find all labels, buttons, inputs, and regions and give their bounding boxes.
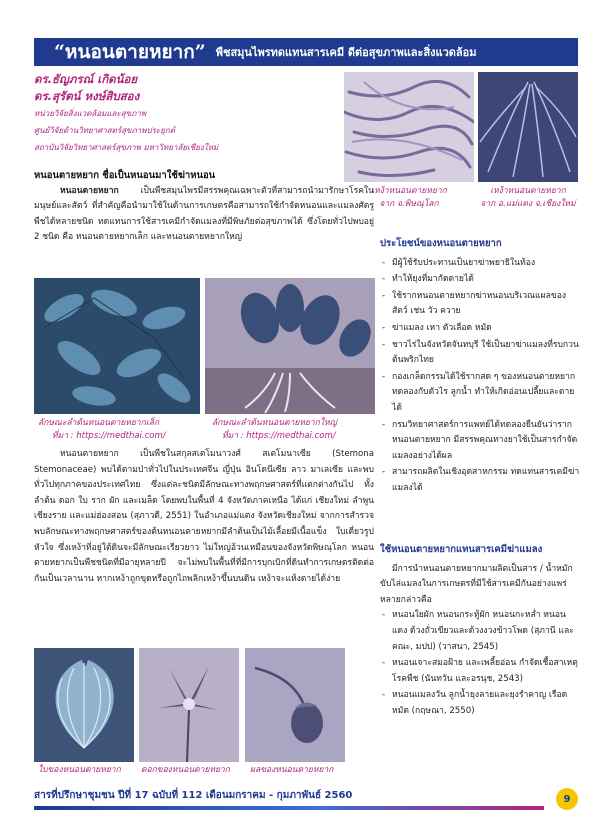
list-item: - มีผู้ใช้รับประทานเป็นยาฆ่าพยาธิในท้อง xyxy=(380,256,580,272)
description-section xyxy=(34,447,374,587)
footer-divider xyxy=(34,806,544,810)
list-item: - ใช้รากหนอนตายหยากฆ่าหนอนบริเวณแผลของสัตว์ เช่น วัว ควาย xyxy=(380,289,580,320)
caption-leaf: ใบของหนอนตายหยาก xyxy=(38,765,121,775)
caption-line: จาก อ.แม่แตง จ.เชียงใหม่ xyxy=(480,199,576,209)
page-footer xyxy=(34,788,578,810)
list-item: - สามารถผลิตในเชิงอุตสาหกรรม ทดแทนสารเคมีฆ่าแมลงได้ xyxy=(380,465,580,496)
intro-lead: หนอนตายหยาก xyxy=(60,185,119,196)
author-2: ดร.สุรัตน์ หงษ์สิบสอง xyxy=(34,89,140,103)
replacement-list xyxy=(380,608,580,719)
replacement-heading: ใช้หนอนตายหยากแทนสารเคมีฆ่าแมลง xyxy=(380,544,543,555)
article-title: “หนอนตายหยาก” xyxy=(54,41,206,63)
caption-line: ลักษณะลำต้นหนอนตายหยากใหญ่ xyxy=(212,418,337,428)
benefits-section xyxy=(380,236,580,498)
affiliation-1: หน่วยวิจัยสิ่งแวดล้อมและสุขภาพ xyxy=(34,109,147,118)
caption-large-plant xyxy=(212,417,377,443)
list-item: - ฆ่าแมลง เหา ตัวเลือด หมัด xyxy=(380,321,580,337)
intro-section xyxy=(34,168,374,246)
large-plant-photo xyxy=(205,278,375,414)
list-item: - ทำให้ยุงที่มากัดตายได้ xyxy=(380,272,580,288)
intro-paragraph xyxy=(34,184,374,246)
description-paragraph: หนอนตายหยาก เป็นพืชในสกุลสเตโมนาวงศ์ สเตโมนาเซีย (Stemona Stemonaceae) พบได้ตามป่าทั่วไปในประเทศจีน ญี่ปุ่น อินโดนีเซีย ลาว มาเลเซีย และพบทั่วไปทุกภาคของประเทศไทย ซึ่งแต่ละชนิดมีลักษณะทางพฤกษศาสตร์ที่แตกต่างกันไป ทั้งลำต้น ดอก ใบ ราก ผัก และเมล็ด โดยพบในพื้นที่ 4 จังหวัดภาคเหนือ ได้แก่ เชียงใหม่ ลำพูน เชียงราย และแม่ฮ่องสอน (สุภาวดี, 2551) ในอำเภอแม่แตง จังหวัดเชียงใหม่ จากการสำรวจพบลักษณะทางพฤกษศาสตร์ของต้นหนอนตายหยากมีลำต้นเป็นไม้เลื้อยมีเนื้อแข็ง ใบเดี่ยวรูปหัวใจ ซึ่งเหง้าที่อยู่ใต้ดินจะมีลักษณะเรียวยาว ไม่ใหญ่อ้วนเหมือนของจังหวัดพิษณุโลก หนอนตายหยากเป็นพืชชนิดที่มีอายุหลายปี จะไม่พบในพื้นที่ที่มีการบุกเบิกที่ดินทำการเกษตรติดต่อกันเป็นเวลานาน หากเหง้าถูกขุดหรือถูกไถพลิกเหง้าขึ้นบนดิน เหง้าจะแห้งตายได้ง่าย xyxy=(34,449,374,584)
affiliation-3: สถาบันวิจัยวิทยาศาสตร์สุขภาพ มหาวิทยาลัยเชียงใหม่ xyxy=(34,143,219,152)
caption-source: ที่มา : https://medthai.com/ xyxy=(52,431,166,441)
benefits-list xyxy=(380,256,580,497)
list-item: - กรมวิทยาศาสตร์การแพทย์ได้ทดลองยืนยันว่ารากหนอนตายหยาก มีสรรพคุณทางยาใช้เป็นสารกำจัดแมลงอย่างได้ผล xyxy=(380,418,580,465)
leaf-photo xyxy=(34,648,134,762)
caption-small-plant xyxy=(38,417,203,443)
replacement-section xyxy=(380,542,580,721)
list-item: - กองเกล็ดกรรมได้ใช้รากสด ๆ ของหนอนตายหยากทดลองกับตัวไร ลูกน้ำ ทำให้เกิดอ่อนเปลี้ยและตายได้ xyxy=(380,370,580,417)
caption-line: เหง้าหนอนตายหยาก xyxy=(371,186,447,196)
small-plant-photo xyxy=(34,278,200,414)
footer-publication: สารที่ปรึกษาชุมชน ปีที่ 17 ฉบับที่ 112 เดือนมกราคม - กุมภาพันธ์ 2560 xyxy=(34,790,353,801)
fruit-photo xyxy=(245,648,345,762)
list-item: - ชาวไร่ในจังหวัดจันทบุรี ใช้เป็นยาฆ่าแมลงที่รบกวนต้นพริกไทย xyxy=(380,338,580,369)
title-banner xyxy=(34,38,578,66)
replacement-intro: มีการนำหนอนตายหยากมาผลิตเป็นสาร / น้ำหมักขับไล่แมลงในการเกษตรที่มีใช้สารเคมีกันอย่างแพร่หลายกล่าวคือ xyxy=(380,563,573,605)
caption-rhizome-maetaeng xyxy=(476,185,580,211)
article-subtitle: พืชสมุนไพรทดแทนสารเคมี ดีต่อสุขภาพและสิ่งแวดล้อม xyxy=(215,46,477,59)
page-number: 9 xyxy=(556,788,578,810)
benefits-heading: ประโยชน์ของหนอนตายหยาก xyxy=(380,238,502,249)
author-1: ดร.ธัญภรณ์ เกิดน้อย xyxy=(34,72,138,86)
rhizome-photo-maetaeng xyxy=(478,72,578,182)
caption-line: เหง้าหนอนตายหยาก xyxy=(490,186,566,196)
list-item: - หนอนใยผัก หนอนกระทู้ผัก หนอนกะหล่ำ หนอนแดง ด้วงถั่วเขียวและด้วงงวงข้าวโพด (สุภานี และคณะ, มปป) (วาสนา, 2545) xyxy=(380,608,580,655)
author-block xyxy=(34,71,344,156)
intro-heading: หนอนตายหยาก ชื่อเป็นหนอนมาใช้ฆ่าหนอน xyxy=(34,170,216,181)
rhizome-photo-phitsanulok xyxy=(344,72,474,182)
flower-photo xyxy=(139,648,239,762)
intro-text: เป็นพืชสมุนไพรมีสรรพคุณเฉพาะตัวที่สามารถนำมารักษาโรคในมนุษย์และสัตว์ ที่สำคัญคือนำมาใช้ในด้านการเกษตรคือสามารถใช้กำจัดหนอนและแมลงศัตรูพืชได้หลายชนิด ทดแทนการใช้สารเคมีกำจัดแมลงที่มีพิษภัยต่อสุขภาพได้ ซึ่งโดยทั่วไปพบอยู่ 2 ชนิด คือ หนอนตายหยากเล็ก และหนอนตายหยากใหญ่ xyxy=(34,185,374,243)
caption-line: จาก จ.พิษณุโลก xyxy=(379,199,439,209)
caption-flower: ดอกของหนอนตายหยาก xyxy=(141,765,230,775)
caption-line: ลักษณะลำต้นหนอนตายหยากเล็ก xyxy=(38,418,160,428)
affiliation-2: ศูนย์วิจัยด้านวิทยาศาสตร์สุขภาพประยุกต์ xyxy=(34,126,175,135)
list-item: - หนอนเจาะสมอฝ้าย และเพลี้ยอ่อน กำจัดเชื้อสาเหตุโรคพืช (นันทวัน และอรนุช, 2543) xyxy=(380,656,580,687)
list-item: - หนอนแมลงวัน ลูกน้ำยุงลายและยุงรำคาญ เรือด หมัด (กฤษณา, 2550) xyxy=(380,688,580,719)
caption-source: ที่มา : https://medthai.com/ xyxy=(222,431,336,441)
caption-fruit: ผลของหนอนตายหยาก xyxy=(250,765,334,775)
